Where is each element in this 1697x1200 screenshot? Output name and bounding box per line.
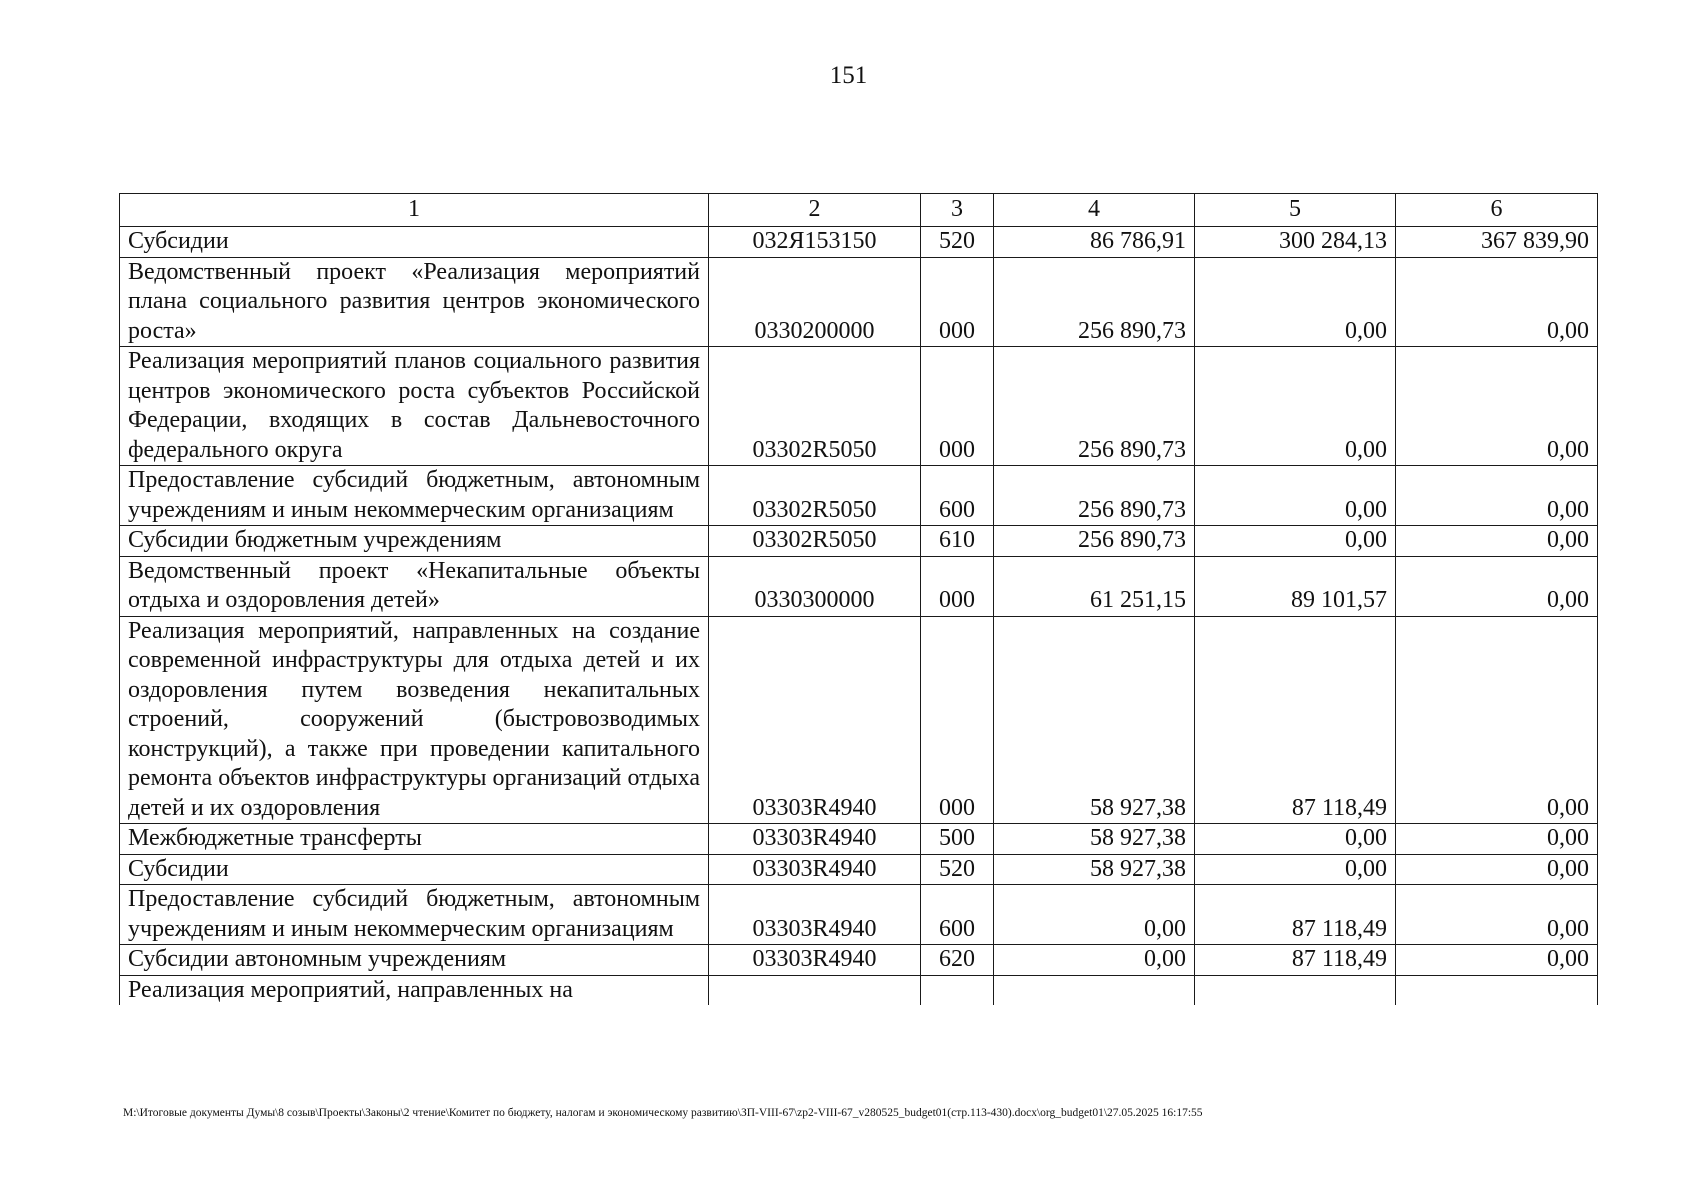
row-value-col5-cell: 87 118,49 <box>1195 945 1396 976</box>
row-name-cell: Субсидии автономным учреждениям <box>120 945 709 976</box>
column-header-6: 6 <box>1396 194 1598 227</box>
row-value-col6-cell <box>1396 975 1598 1005</box>
row-value-col5-cell: 89 101,57 <box>1195 556 1396 616</box>
row-value-col5-cell: 300 284,13 <box>1195 227 1396 258</box>
column-header-1: 1 <box>120 194 709 227</box>
row-code-cell: 03303R4940 <box>709 885 921 945</box>
row-type-cell: 620 <box>921 945 994 976</box>
row-value-col5-cell: 0,00 <box>1195 257 1396 347</box>
table-row <box>120 227 1598 258</box>
row-value-col4-cell: 256 890,73 <box>994 347 1195 466</box>
table-row <box>120 556 1598 616</box>
row-value-col6-cell: 0,00 <box>1396 824 1598 855</box>
row-code-cell: 03303R4940 <box>709 945 921 976</box>
row-type-cell: 000 <box>921 347 994 466</box>
row-type-cell: 000 <box>921 556 994 616</box>
row-code-cell: 03303R4940 <box>709 824 921 855</box>
row-value-col4-cell: 61 251,15 <box>994 556 1195 616</box>
row-type-cell: 520 <box>921 227 994 258</box>
row-name-cell: Субсидии <box>120 854 709 885</box>
column-header-3: 3 <box>921 194 994 227</box>
row-value-col4-cell: 86 786,91 <box>994 227 1195 258</box>
row-value-col5-cell: 0,00 <box>1195 854 1396 885</box>
row-value-col4-cell: 256 890,73 <box>994 257 1195 347</box>
column-header-4: 4 <box>994 194 1195 227</box>
row-value-col6-cell: 0,00 <box>1396 945 1598 976</box>
row-name-cell: Реализация мероприятий планов социального развития центров экономического роста субъектов Российской Федерации, входящих в состав Дальневосточного федерального округа <box>120 347 709 466</box>
row-name-cell: Реализация мероприятий, направленных на создание современной инфраструктуры для отдыха детей и их оздоровления путем возведения некапитальных строений, сооружений (быстровозводимых конструкций), а также при проведении капитального ремонта объектов инфраструктуры организаций отдыха детей и их оздоровления <box>120 616 709 824</box>
table-row <box>120 945 1598 976</box>
row-value-col5-cell: 0,00 <box>1195 824 1396 855</box>
row-type-cell: 000 <box>921 616 994 824</box>
row-value-col6-cell: 0,00 <box>1396 466 1598 526</box>
row-code-cell: 03302R5050 <box>709 526 921 557</box>
row-value-col5-cell: 0,00 <box>1195 466 1396 526</box>
row-name-cell: Субсидии <box>120 227 709 258</box>
row-name-cell: Реализация мероприятий, направленных на <box>120 975 709 1005</box>
row-value-col5-cell: 0,00 <box>1195 347 1396 466</box>
row-value-col4-cell: 0,00 <box>994 945 1195 976</box>
row-value-col6-cell: 0,00 <box>1396 526 1598 557</box>
budget-table <box>119 193 1598 1005</box>
row-value-col4-cell: 256 890,73 <box>994 526 1195 557</box>
row-value-col6-cell: 0,00 <box>1396 556 1598 616</box>
row-value-col4-cell <box>994 975 1195 1005</box>
row-code-cell: 03303R4940 <box>709 616 921 824</box>
row-value-col4-cell: 58 927,38 <box>994 854 1195 885</box>
row-code-cell: 03302R5050 <box>709 347 921 466</box>
page-number: 151 <box>829 62 868 89</box>
row-type-cell: 600 <box>921 885 994 945</box>
row-value-col4-cell: 58 927,38 <box>994 616 1195 824</box>
table-row <box>120 466 1598 526</box>
row-value-col6-cell: 0,00 <box>1396 885 1598 945</box>
row-value-col6-cell: 0,00 <box>1396 854 1598 885</box>
row-name-cell: Субсидии бюджетным учреждениям <box>120 526 709 557</box>
row-code-cell: 03302R5050 <box>709 466 921 526</box>
column-header-5: 5 <box>1195 194 1396 227</box>
row-value-col4-cell: 256 890,73 <box>994 466 1195 526</box>
row-type-cell: 610 <box>921 526 994 557</box>
row-code-cell <box>709 975 921 1005</box>
row-value-col6-cell: 0,00 <box>1396 616 1598 824</box>
table-row <box>120 257 1598 347</box>
table-row <box>120 854 1598 885</box>
row-value-col6-cell: 0,00 <box>1396 257 1598 347</box>
row-value-col6-cell: 0,00 <box>1396 347 1598 466</box>
row-value-col4-cell: 0,00 <box>994 885 1195 945</box>
table-row <box>120 824 1598 855</box>
row-name-cell: Предоставление субсидий бюджетным, автономным учреждениям и иным некоммерческим организациям <box>120 466 709 526</box>
row-name-cell: Предоставление субсидий бюджетным, автономным учреждениям и иным некоммерческим организациям <box>120 885 709 945</box>
footer-file-path: М:\Итоговые документы Думы\8 созыв\Проекты\Законы\2 чтение\Комитет по бюджету, налогам и экономическому развитию\ЗП-VIII-67\zp2-VIII-67_v280525_budget01(стр.113-430).docx\org_budget01\27.05.2025 16:17:55 <box>123 1107 1203 1119</box>
column-header-2: 2 <box>709 194 921 227</box>
row-name-cell: Межбюджетные трансферты <box>120 824 709 855</box>
row-name-cell: Ведомственный проект «Некапитальные объекты отдыха и оздоровления детей» <box>120 556 709 616</box>
row-value-col5-cell: 87 118,49 <box>1195 616 1396 824</box>
row-type-cell: 000 <box>921 257 994 347</box>
row-name-cell: Ведомственный проект «Реализация мероприятий плана социального развития центров экономического роста» <box>120 257 709 347</box>
row-type-cell: 520 <box>921 854 994 885</box>
table-row <box>120 885 1598 945</box>
row-type-cell: 500 <box>921 824 994 855</box>
row-value-col5-cell: 0,00 <box>1195 526 1396 557</box>
table-row <box>120 616 1598 824</box>
row-code-cell: 03303R4940 <box>709 854 921 885</box>
row-type-cell <box>921 975 994 1005</box>
row-value-col4-cell: 58 927,38 <box>994 824 1195 855</box>
row-code-cell: 0330300000 <box>709 556 921 616</box>
table-row <box>120 975 1598 1005</box>
column-header-row <box>120 194 1598 227</box>
row-value-col6-cell: 367 839,90 <box>1396 227 1598 258</box>
row-code-cell: 032Я153150 <box>709 227 921 258</box>
table-row <box>120 347 1598 466</box>
table-row <box>120 526 1598 557</box>
row-code-cell: 0330200000 <box>709 257 921 347</box>
row-value-col5-cell: 87 118,49 <box>1195 885 1396 945</box>
row-type-cell: 600 <box>921 466 994 526</box>
table-body <box>120 194 1598 1006</box>
row-value-col5-cell <box>1195 975 1396 1005</box>
